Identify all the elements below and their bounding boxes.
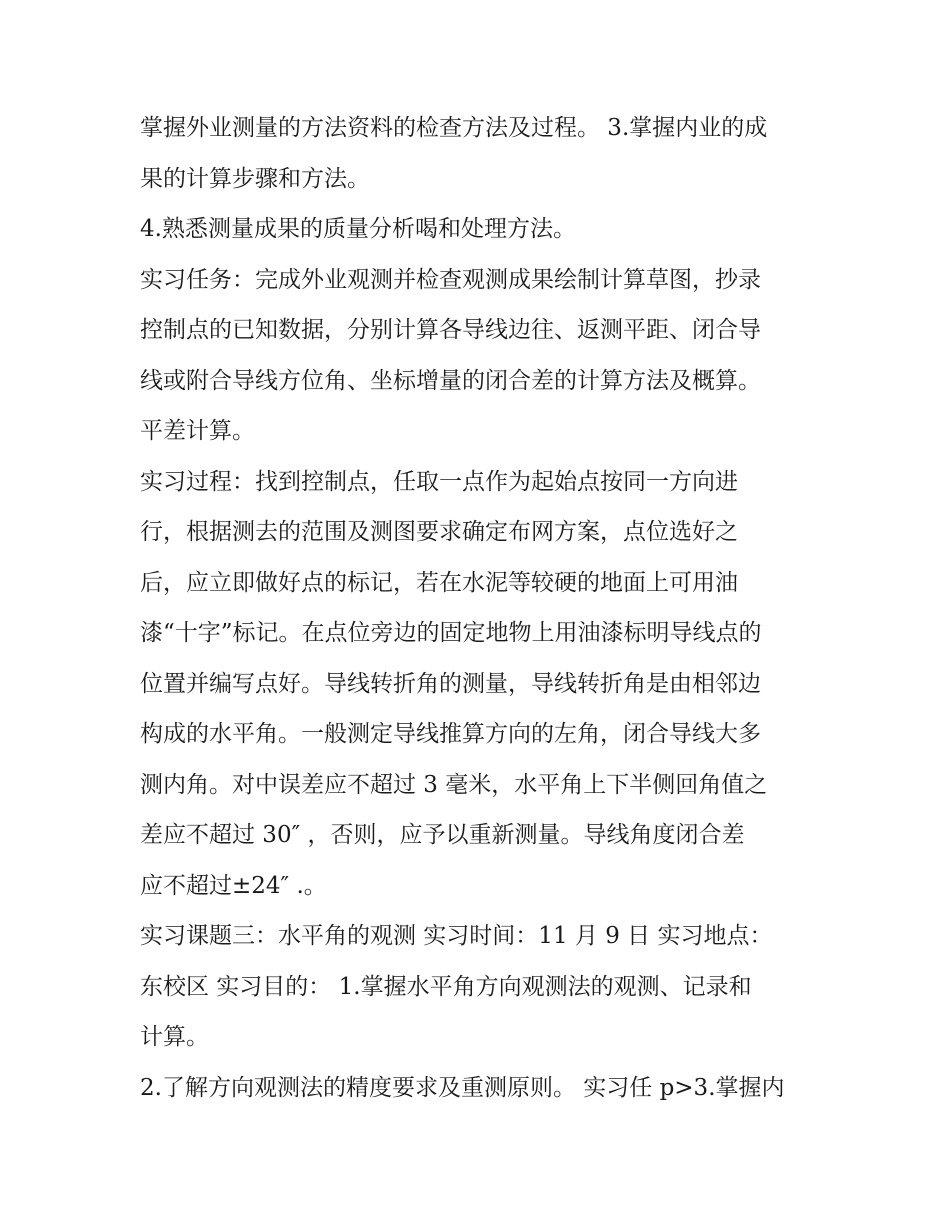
- text-line: 掌握外业测量的方法资料的检查方法及过程。 3.掌握内业的成: [140, 115, 768, 141]
- text-line: 后，应立即做好点的标记，若在水泥等较硬的地面上可用油: [140, 569, 738, 596]
- text-line: 实习任务：完成外业观测并检查观测成果绘制计算草图，抄录: [140, 266, 761, 293]
- text-line: 果的计算步骤和方法。: [140, 165, 370, 192]
- text-line: 线或附合导线方位角、坐标增量的闭合差的计算方法及概算。: [140, 367, 761, 394]
- text-line: 计算。: [140, 1024, 209, 1050]
- text-line: 行，根据测去的范围及测图要求确定布网方案，点位选好之: [140, 519, 738, 545]
- text-line: 平差计算。: [140, 418, 255, 444]
- text-line: 东校区 实习目的： 1.掌握水平角方向观测法的观测、记录和: [140, 973, 752, 1000]
- text-line: 实习过程：找到控制点，任取一点作为起始点按同一方向进: [140, 468, 738, 495]
- text-line: 构成的水平角。一般测定导线推算方向的左角，闭合导线大多: [140, 721, 761, 747]
- text-line: 2.了解方向观测法的精度要求及重测原则。 实习任 p>3.掌握内: [140, 1074, 785, 1101]
- document-body: [140, 103, 820, 1113]
- text-line: 应不超过±24″ .。: [140, 872, 327, 899]
- text-line: 漆“十字”标记。在点位旁边的固定地物上用油漆标明导线点的: [140, 620, 762, 646]
- text-line: 控制点的已知数据，分别计算各导线边往、返测平距、闭合导: [140, 317, 761, 343]
- text-line: 实习课题三：水平角的观测 实习时间：11 月 9 日 实习地点：: [140, 923, 773, 949]
- text-line: 测内角。对中误差应不超过 3 毫米，水平角上下半侧回角值之: [140, 771, 768, 798]
- text-line: 位置并编写点好。导线转折角的测量，导线转折角是由相邻边: [140, 670, 761, 697]
- text-line: 4.熟悉测量成果的质量分析喝和处理方法。: [140, 216, 576, 242]
- text-line: 差应不超过 30″ ，否则，应予以重新测量。导线角度闭合差: [140, 822, 745, 848]
